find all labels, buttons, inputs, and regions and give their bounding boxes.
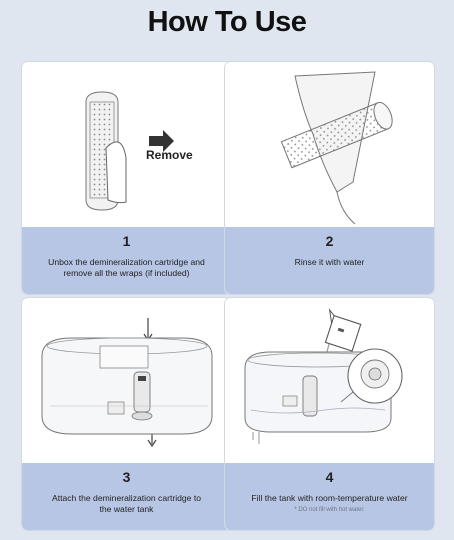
- step-text-2: [231, 257, 428, 268]
- step-number-1: 1: [122, 233, 131, 249]
- rinse-illustration: [225, 62, 434, 227]
- step-caption-3: [22, 463, 231, 530]
- step-text-3-line-2: the water tank: [99, 504, 154, 514]
- step-text-4: [231, 493, 428, 504]
- step-caption-2: [225, 227, 434, 294]
- step-card-4: [225, 298, 434, 530]
- attach-illustration: [22, 298, 231, 463]
- step-text-1: [28, 257, 225, 279]
- page-title: How To Use: [147, 6, 307, 38]
- step-text-3: [28, 493, 225, 515]
- remove-label: Remove: [146, 148, 193, 162]
- step-caption-4: [225, 463, 434, 530]
- step-text-2-line-1: Rinse it with water: [294, 257, 365, 267]
- step-note-4: * DO not fill with hot water.: [294, 507, 365, 513]
- fill-illustration: [225, 298, 434, 463]
- step-number-4: 4: [325, 469, 334, 485]
- step-card-3: [22, 298, 231, 530]
- unbox-illustration: [22, 62, 231, 227]
- step-card-1: [22, 62, 231, 294]
- step-number-2: 2: [325, 233, 334, 249]
- step-text-1-line-1: Unbox the demineralization cartridge and: [48, 257, 205, 267]
- step-number-3: 3: [122, 469, 131, 485]
- step-text-1-line-2: remove all the wraps (if included): [63, 268, 190, 278]
- step-caption-1: [22, 227, 231, 294]
- step-card-2: [225, 62, 434, 294]
- step-text-4-line-1: Fill the tank with room-temperature water: [251, 493, 408, 503]
- step-text-3-line-1: Attach the demineralization cartridge to: [51, 493, 202, 503]
